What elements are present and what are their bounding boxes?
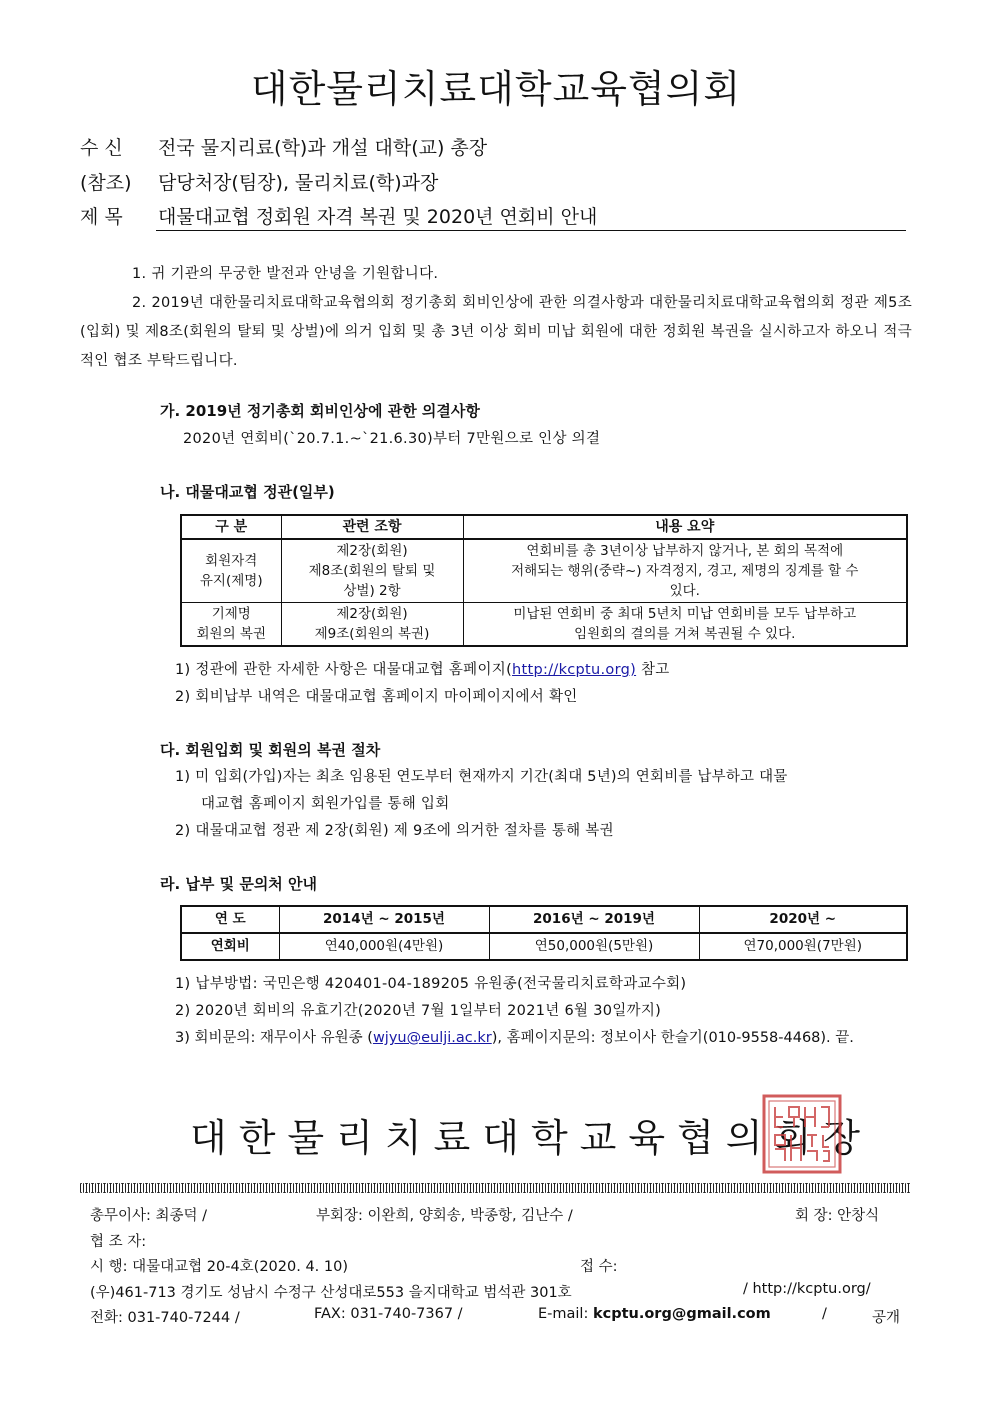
cell-line: 상벌) 2항 xyxy=(343,583,401,599)
bylaw-article-cell xyxy=(281,603,463,647)
cell-line: 임원회의 결의를 거쳐 복권될 수 있다. xyxy=(574,626,796,642)
fee-header-period-1: 2014년 ~ 2015년 xyxy=(279,906,489,933)
reference-row xyxy=(80,168,438,195)
cell-line: 제2장(회원) xyxy=(336,543,408,559)
subject-underline xyxy=(156,230,906,231)
footer-received: 접 수: xyxy=(580,1259,618,1275)
cell-line: 회원의 복권 xyxy=(196,626,266,642)
fee-header-row xyxy=(181,906,907,933)
note-text: 1) 정관에 관한 자세한 사항은 대물대교협 홈페이지( xyxy=(175,662,513,678)
fee-cell: 연70,000원(7만원) xyxy=(699,933,907,960)
note-text: 참고 xyxy=(636,662,670,678)
note-text: 3) 회비문의: 재무이사 유원종 ( xyxy=(175,1030,373,1046)
subject-label: 제 목 xyxy=(80,206,123,228)
fee-header-year: 연 도 xyxy=(181,906,279,933)
table-row xyxy=(181,603,907,647)
subject-value: 대물대교협 정회원 자격 복권 및 2020년 연회비 안내 xyxy=(158,206,598,228)
cell-line: 유지(제명) xyxy=(199,573,263,589)
table-row xyxy=(181,539,907,603)
footer-secretary: 총무이사: 최종덕 / xyxy=(90,1208,208,1224)
bylaw-category-cell xyxy=(181,539,281,603)
footer-issued: 시 행: 대물대교협 20-4호(2020. 4. 10) xyxy=(90,1259,349,1275)
fee-header-period-2: 2016년 ~ 2019년 xyxy=(489,906,699,933)
cell-line: 회원자격 xyxy=(205,553,258,569)
fee-header-period-3: 2020년 ~ xyxy=(699,906,907,933)
fee-cell: 연40,000원(4만원) xyxy=(279,933,489,960)
cell-line: 연회비를 총 3년이상 납부하지 않거나, 본 회의 목적에 xyxy=(526,543,844,559)
footer-address: (우)461-713 경기도 성남시 수정구 산성대로553 을지대학교 범석관 301호 xyxy=(90,1285,572,1301)
cell-line: 저해되는 행위(중략~) 자격정지, 경고, 제명의 징계를 할 수 xyxy=(511,563,859,579)
footer-public: 공개 xyxy=(872,1310,901,1326)
section-ga-text: 2020년 연회비(`20.7.1.~`21.6.30)부터 7만원으로 인상 의결 xyxy=(183,431,601,447)
bylaw-header-category: 구 분 xyxy=(181,515,281,539)
bylaw-header-row xyxy=(181,515,907,539)
cell-line: 제2장(회원) xyxy=(336,606,408,622)
bylaw-table xyxy=(180,514,908,647)
footer-email-address[interactable]: kcptu.org@gmail.com xyxy=(592,1306,771,1322)
reference-label: (참조) xyxy=(80,172,132,194)
cell-line: 있다. xyxy=(669,583,700,599)
email-link[interactable]: wjyu@eulji.ac.kr xyxy=(372,1030,492,1046)
reference-value: 담당처장(팀장), 물리치료(학)과장 xyxy=(158,172,439,194)
cell-line: 제8조(회원의 탈퇴 및 xyxy=(308,563,436,579)
bylaw-category-cell xyxy=(181,603,281,647)
section-da-item1-line2: 대교협 홈페이지 회원가입를 통해 입회 xyxy=(201,796,450,812)
fee-row-label: 연회비 xyxy=(181,933,279,960)
footer-vice-presidents: 부회장: 이완희, 양회송, 박종항, 김난수 / xyxy=(316,1208,573,1224)
section-na-heading: 나. 대물대교협 정관(일부) xyxy=(160,483,335,501)
payment-note-2: 2) 2020년 회비의 유효기간(2020년 7월 1일부터 2021년 6월 30일까지) xyxy=(175,1003,662,1019)
bylaw-summary-cell xyxy=(463,539,907,603)
payment-note-1: 1) 납부방법: 국민은행 420401-04-189205 유원종(전국물리치료학과교수회) xyxy=(175,976,687,992)
bylaw-summary-cell xyxy=(463,603,907,647)
recipient-row xyxy=(80,133,487,160)
section-da-item2: 2) 대물대교협 정관 제 2장(회원) 제 9조에 의거한 절차를 통해 복권 xyxy=(175,823,614,839)
cell-line: 제9조(회원의 복권) xyxy=(314,626,430,642)
note-text: ), 홈페이지문의: 정보이사 한슬기(010-9558-4468). 끝. xyxy=(491,1030,854,1046)
payment-note-3 xyxy=(175,1026,854,1047)
footer-phone: 전화: 031-740-7244 / xyxy=(90,1310,240,1326)
footer-cooperator: 협 조 자: xyxy=(90,1234,147,1250)
subject-row xyxy=(80,202,597,229)
email-label: E-mail: xyxy=(538,1306,589,1322)
official-seal-icon xyxy=(761,1093,843,1175)
paragraph-2: 2. 2019년 대한물리치료대학교육협의회 정기총회 회비인상에 관한 의결사항과 대한물리치료대학교육협의회 정관 제5조(입회) 및 제8조(회원의 탈퇴 및 상벌)에 의거 입회 및 총 3년 이상 회비 미납 회원에 대한 정회원 복권을 실시하고자 하오니 적극적인 협조 부탁드립니다. xyxy=(80,295,912,369)
table-row xyxy=(181,933,907,960)
fee-cell: 연50,000원(5만원) xyxy=(489,933,699,960)
bylaw-note-2: 2) 회비납부 내역은 대물대교협 홈페이지 마이페이지에서 확인 xyxy=(175,689,578,705)
bylaw-header-article: 관련 조항 xyxy=(281,515,463,539)
document-title: 대한물리치료대학교육협의회 xyxy=(250,67,742,111)
footer-email xyxy=(538,1306,771,1322)
section-ra-heading: 라. 납부 및 문의처 안내 xyxy=(160,875,317,893)
recipient-value: 전국 물지리료(학)과 개설 대학(교) 총장 xyxy=(158,137,488,159)
bylaw-note-1 xyxy=(175,658,670,679)
recipient-label: 수 신 xyxy=(80,137,123,159)
bylaw-article-cell xyxy=(281,539,463,603)
footer-website[interactable]: / http://kcptu.org/ xyxy=(743,1281,871,1297)
cell-line: 기제명 xyxy=(211,606,251,622)
signature-org: 대한물리치료대학교육협의회장 xyxy=(190,1116,872,1160)
paragraph-1: 1. 귀 기관의 무궁한 발전과 안녕을 기원합니다. xyxy=(132,266,439,282)
footer-president: 회 장: 안창식 xyxy=(795,1208,880,1224)
fee-table xyxy=(180,905,908,961)
footer-separator xyxy=(80,1183,910,1193)
footer-public-separator: / xyxy=(822,1306,827,1322)
section-ga-heading: 가. 2019년 정기총회 회비인상에 관한 의결사항 xyxy=(160,402,480,420)
section-da-heading: 다. 회원입회 및 회원의 복권 절차 xyxy=(160,741,381,759)
kcptu-link[interactable]: http://kcptu.org) xyxy=(512,662,637,678)
section-da-item1-line1: 1) 미 입회(가입)자는 최초 임용된 연도부터 현재까지 기간(최대 5년)의 연회비를 납부하고 대물 xyxy=(175,769,788,785)
bylaw-header-summary: 내용 요약 xyxy=(463,515,907,539)
footer-fax: FAX: 031-740-7367 / xyxy=(314,1306,463,1322)
cell-line: 미납된 연회비 중 최대 5년치 미납 연회비를 모두 납부하고 xyxy=(513,606,857,622)
